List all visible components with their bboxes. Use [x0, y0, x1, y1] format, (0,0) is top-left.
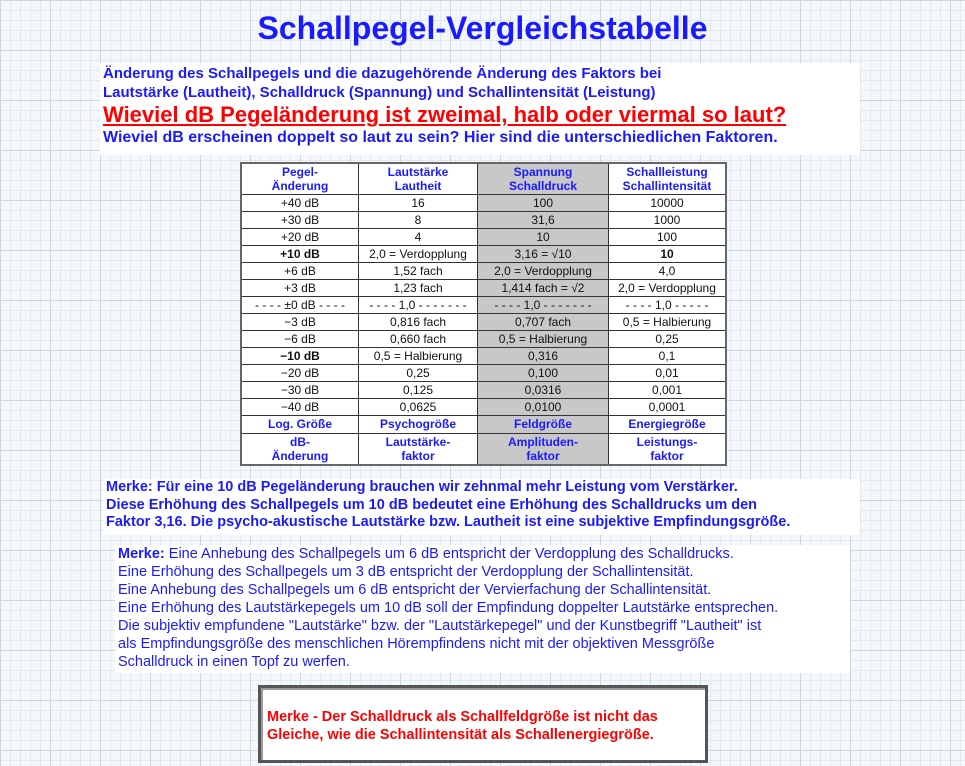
- table-cell: - - - - ±0 dB - - - -: [241, 297, 359, 314]
- footer-text: faktor: [401, 449, 435, 463]
- header-text: Lautheit: [394, 179, 442, 193]
- footer-text: faktor: [650, 449, 684, 463]
- footer-cell: Psychogröße: [359, 416, 478, 434]
- table-cell: +20 dB: [241, 229, 359, 246]
- table-cell: −3 dB: [241, 314, 359, 331]
- table-cell: - - - - 1,0 - - - - - - -: [359, 297, 478, 314]
- table-row: [241, 382, 726, 399]
- table-cell: 0,125: [359, 382, 478, 399]
- note2-label: Merke:: [118, 546, 165, 562]
- table-cell: - - - - 1,0 - - - - -: [609, 297, 727, 314]
- comparison-table: [240, 162, 727, 466]
- table-cell: 0,001: [609, 382, 727, 399]
- table-row: [241, 263, 726, 280]
- table-cell: +10 dB: [241, 246, 359, 263]
- table-cell: 16: [359, 195, 478, 212]
- intro-heading: Wieviel dB Pegeländerung ist zweimal, halb oder viermal so laut?: [103, 102, 787, 127]
- table-cell: 100: [478, 195, 609, 212]
- table-row: [241, 212, 726, 229]
- header-text: Änderung: [271, 179, 329, 193]
- table-cell: +30 dB: [241, 212, 359, 229]
- header-text: Lautstärke: [387, 165, 449, 179]
- header-lautstaerke: [359, 163, 478, 195]
- table-cell: 10: [609, 246, 727, 263]
- footer-cell: [609, 434, 727, 466]
- footer-text: Amplituden-: [508, 435, 578, 449]
- footer-cell: Feldgröße: [478, 416, 609, 434]
- header-pegel: [241, 163, 359, 195]
- header-spannung: [478, 163, 609, 195]
- note2-line-6: als Empfindungsgröße des menschlichen Hörempfindens nicht mit der objektiven Messgröße: [118, 636, 715, 652]
- footer-text: faktor: [526, 449, 560, 463]
- intro-line-3: Wieviel dB erscheinen doppelt so laut zu sein? Hier sind die unterschiedlichen Faktoren.: [103, 129, 778, 146]
- table-cell: 0,5 = Halbierung: [359, 348, 478, 365]
- header-text: Schalldruck: [508, 179, 578, 193]
- table-cell: 1,414 fach = √2: [478, 280, 609, 297]
- note2-line-7: Schalldruck in einen Topf zu werfen.: [118, 654, 350, 670]
- footer-text: Lautstärke-: [385, 435, 451, 449]
- table-row: [241, 348, 726, 365]
- table-cell: 10: [478, 229, 609, 246]
- table-cell: 10000: [609, 195, 727, 212]
- page-title: Schallpegel-Vergleichstabelle: [257, 10, 708, 46]
- table-cell: 4,0: [609, 263, 727, 280]
- table-cell: −10 dB: [241, 348, 359, 365]
- table-cell: 8: [359, 212, 478, 229]
- note-box-1: [103, 479, 860, 535]
- table-cell: 0,25: [359, 365, 478, 382]
- table-cell: 3,16 = √10: [478, 246, 609, 263]
- table-cell: 0,1: [609, 348, 727, 365]
- table-cell: 4: [359, 229, 478, 246]
- table-cell: 0,660 fach: [359, 331, 478, 348]
- header-text: Schallleistung: [626, 165, 708, 179]
- table-cell: 0,01: [609, 365, 727, 382]
- table-cell: 2,0 = Verdopplung: [609, 280, 727, 297]
- footer-cell: Log. Größe: [241, 416, 359, 434]
- table-footer-row: [241, 416, 726, 434]
- table-cell: 1,52 fach: [359, 263, 478, 280]
- footer-cell: [478, 434, 609, 466]
- table-cell: −6 dB: [241, 331, 359, 348]
- table-cell: 0,0100: [478, 399, 609, 416]
- note2-line-5: Die subjektiv empfundene "Lautstärke" bzw. der "Lautstärkepegel" und der Kunstbegriff "Lautheit" ist: [118, 618, 762, 634]
- table-row: [241, 297, 726, 314]
- table-cell: 2,0 = Verdopplung: [478, 263, 609, 280]
- note1-line-3: Faktor 3,16. Die psycho-akustische Lautstärke bzw. Lautheit ist eine subjektive Empfindungsgröße.: [106, 514, 791, 530]
- note-box-3: [258, 685, 708, 763]
- note2-line-1-text: Eine Anhebung des Schallpegels um 6 dB entspricht der Verdopplung des Schalldrucks.: [164, 546, 734, 562]
- table-cell: 2,0 = Verdopplung: [359, 246, 478, 263]
- intro-line-1: Änderung des Schallpegels und die dazugehörende Änderung des Faktors bei: [103, 65, 662, 82]
- table-cell: −40 dB: [241, 399, 359, 416]
- table-cell: 0,5 = Halbierung: [609, 314, 727, 331]
- header-text: Spannung: [513, 165, 573, 179]
- table-cell: 0,0316: [478, 382, 609, 399]
- table-cell: 31,6: [478, 212, 609, 229]
- note2-line-1: [118, 545, 850, 563]
- table-cell: +3 dB: [241, 280, 359, 297]
- table-cell: 0,707 fach: [478, 314, 609, 331]
- table-cell: 0,0625: [359, 399, 478, 416]
- note2-line-4: Eine Erhöhung des Lautstärkepegels um 10 dB soll der Empfindung doppelter Lautstärke entsprechen.: [118, 600, 779, 616]
- table-cell: +40 dB: [241, 195, 359, 212]
- table-header-row: [241, 163, 726, 195]
- footer-text: dB-: [290, 435, 310, 449]
- table-cell: 100: [609, 229, 727, 246]
- note1-line-2: Diese Erhöhung des Schallpegels um 10 dB bedeutet eine Erhöhung des Schalldrucks um den: [106, 496, 758, 513]
- footer-text: Änderung: [271, 449, 329, 463]
- table-row: [241, 399, 726, 416]
- header-text: Pegel-: [281, 165, 318, 179]
- header-schallleistung: [609, 163, 727, 195]
- table-cell: −20 dB: [241, 365, 359, 382]
- table-cell: 0,316: [478, 348, 609, 365]
- note-box-2: [115, 545, 850, 673]
- footer-text: Leistungs-: [636, 435, 698, 449]
- header-text: Schallintensität: [622, 179, 712, 193]
- table-cell: +6 dB: [241, 263, 359, 280]
- footer-cell: [359, 434, 478, 466]
- table-cell: 0,25: [609, 331, 727, 348]
- table-cell: 0,0001: [609, 399, 727, 416]
- table-cell: 1000: [609, 212, 727, 229]
- intro-line-2: Lautstärke (Lautheit), Schalldruck (Spannung) und Schallintensität (Leistung): [103, 84, 656, 101]
- table-cell: 1,23 fach: [359, 280, 478, 297]
- table-cell: −30 dB: [241, 382, 359, 399]
- table-row: [241, 229, 726, 246]
- note3-line-1: Merke - Der Schalldruck als Schallfeldgröße ist nicht das: [267, 709, 658, 725]
- table-row: [241, 331, 726, 348]
- table-row: [241, 246, 726, 263]
- table-footer-row: [241, 434, 726, 466]
- note2-line-3: Eine Anhebung des Schallpegels um 6 dB entspricht der Vervierfachung der Schallintensität.: [118, 582, 712, 598]
- intro-box: [100, 63, 860, 155]
- table-row: [241, 314, 726, 331]
- footer-cell: [241, 434, 359, 466]
- table-row: [241, 195, 726, 212]
- table-cell: 0,100: [478, 365, 609, 382]
- table-row: [241, 280, 726, 297]
- note3-line-2: Gleiche, wie die Schallintensität als Schallenergiegröße.: [267, 727, 654, 743]
- table-row: [241, 365, 726, 382]
- footer-cell: Energiegröße: [609, 416, 727, 434]
- table-cell: - - - - 1,0 - - - - - - -: [478, 297, 609, 314]
- note1-line-1: Merke: Für eine 10 dB Pegeländerung brauchen wir zehnmal mehr Leistung vom Verstärker.: [106, 479, 738, 495]
- table-cell: 0,5 = Halbierung: [478, 331, 609, 348]
- note2-line-2: Eine Erhöhung des Schallpegels um 3 dB entspricht der Verdopplung der Schallintensität.: [118, 564, 694, 580]
- table-cell: 0,816 fach: [359, 314, 478, 331]
